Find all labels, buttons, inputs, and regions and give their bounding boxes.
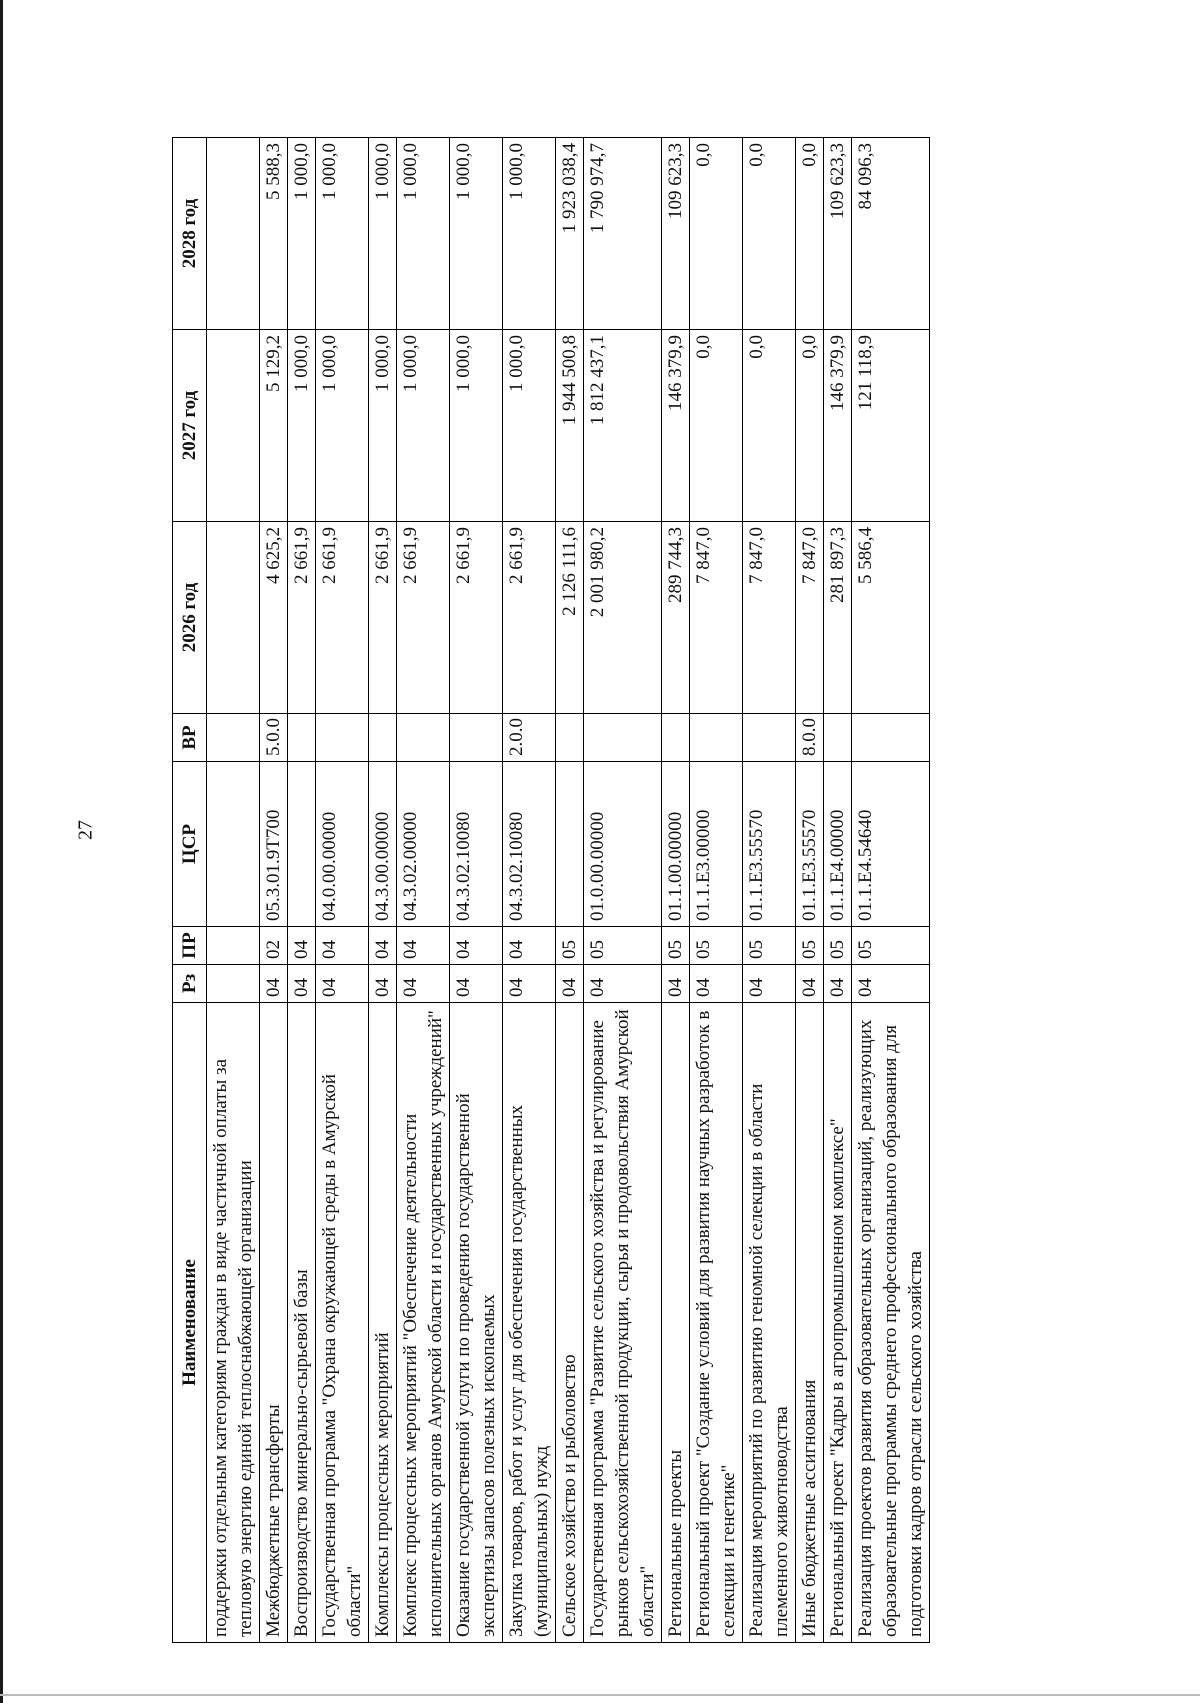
cell-csr — [207, 762, 260, 927]
cell-pr: 05 — [824, 927, 852, 965]
cell-vr: 2.0.0 — [503, 714, 556, 762]
cell-rz: 04 — [260, 965, 288, 1003]
cell-2027: 146 379,9 — [662, 330, 690, 522]
cell-vr — [288, 714, 316, 762]
cell-2027: 1 000,0 — [288, 330, 316, 522]
header-2026: 2026 год — [173, 522, 207, 714]
cell-2026: 281 897,3 — [824, 522, 852, 714]
table-row — [662, 138, 690, 1643]
cell-2028: 0,0 — [743, 138, 796, 330]
cell-csr: 04.3.02.10080 — [450, 762, 503, 927]
cell-2026: 2 661,9 — [288, 522, 316, 714]
cell-name: Реализация проектов развития образовательных организаций, реализующих образовательные программы среднего профессионального образования для подготовки кадров отрасли сельского хозяйства — [852, 1003, 930, 1643]
budget-table — [172, 137, 930, 1643]
cell-2027: 0,0 — [690, 330, 743, 522]
header-2028: 2028 год — [173, 138, 207, 330]
cell-pr: 04 — [397, 927, 450, 965]
cell-2028: 84 096,3 — [852, 138, 930, 330]
cell-2026: 7 847,0 — [690, 522, 743, 714]
scan-edge — [0, 0, 3, 1703]
cell-csr: 01.1.Е3.55570 — [796, 762, 824, 927]
cell-2028: 109 623,3 — [824, 138, 852, 330]
table-row — [260, 138, 288, 1643]
cell-vr — [397, 714, 450, 762]
cell-rz: 04 — [369, 965, 397, 1003]
cell-name: Закупка товаров, работ и услуг для обеспечения государственных (муниципальных) нужд — [503, 1003, 556, 1643]
cell-2026: 7 847,0 — [743, 522, 796, 714]
cell-2026 — [207, 522, 260, 714]
table-row — [316, 138, 369, 1643]
cell-2027: 1 812 437,1 — [584, 330, 662, 522]
cell-rz: 04 — [556, 965, 584, 1003]
table-row — [584, 138, 662, 1643]
cell-2028 — [207, 138, 260, 330]
table-row — [743, 138, 796, 1643]
header-rz: Рз — [173, 965, 207, 1003]
cell-2026: 2 126 111,6 — [556, 522, 584, 714]
cell-rz — [207, 965, 260, 1003]
cell-name: Региональный проект "Создание условий для развития научных разработок в селекции и генетике" — [690, 1003, 743, 1643]
cell-pr: 05 — [796, 927, 824, 965]
cell-name: Комплексы процессных мероприятий — [369, 1003, 397, 1643]
cell-pr: 02 — [260, 927, 288, 965]
cell-2028: 1 000,0 — [450, 138, 503, 330]
table-body — [207, 138, 930, 1643]
cell-2027: 146 379,9 — [824, 330, 852, 522]
cell-2028: 5 588,3 — [260, 138, 288, 330]
cell-rz: 04 — [584, 965, 662, 1003]
cell-name: Оказание государственной услуги по проведению государственной экспертизы запасов полезных ископаемых — [450, 1003, 503, 1643]
cell-rz: 04 — [852, 965, 930, 1003]
cell-pr: 05 — [584, 927, 662, 965]
cell-2027: 1 000,0 — [397, 330, 450, 522]
cell-2028: 1 000,0 — [288, 138, 316, 330]
cell-2027 — [207, 330, 260, 522]
cell-csr: 01.1.Е4.00000 — [824, 762, 852, 927]
cell-csr: 04.3.02.10080 — [503, 762, 556, 927]
cell-csr: 05.3.01.9Т700 — [260, 762, 288, 927]
cell-rz: 04 — [503, 965, 556, 1003]
cell-csr: 04.3.00.00000 — [369, 762, 397, 927]
cell-pr: 04 — [503, 927, 556, 965]
cell-vr — [207, 714, 260, 762]
cell-pr: 05 — [690, 927, 743, 965]
cell-csr: 04.0.00.00000 — [316, 762, 369, 927]
rotated-table-container — [172, 138, 1172, 1643]
cell-name: Государственная программа "Развитие сельского хозяйства и регулирование рынков сельскохозяйственной продукции, сырья и продовольствия Амурской области" — [584, 1003, 662, 1643]
cell-pr: 04 — [369, 927, 397, 965]
cell-2027: 121 118,9 — [852, 330, 930, 522]
cell-2026: 2 661,9 — [503, 522, 556, 714]
table-row — [207, 138, 260, 1643]
cell-name: Комплекс процессных мероприятий "Обеспечение деятельности исполнительных органов Амурской области и государственных учреждений" — [397, 1003, 450, 1643]
cell-2027: 1 944 500,8 — [556, 330, 584, 522]
cell-rz: 04 — [690, 965, 743, 1003]
cell-vr — [852, 714, 930, 762]
cell-2027: 0,0 — [743, 330, 796, 522]
header-csr: ЦСР — [173, 762, 207, 927]
cell-name: поддержки отдельным категориям граждан в виде частичной оплаты за тепловую энергию единой теплоснабжающей организации — [207, 1003, 260, 1643]
cell-2028: 1 923 038,4 — [556, 138, 584, 330]
cell-name: Иные бюджетные ассигнования — [796, 1003, 824, 1643]
cell-rz: 04 — [824, 965, 852, 1003]
cell-2027: 1 000,0 — [450, 330, 503, 522]
cell-csr: 01.0.00.00000 — [584, 762, 662, 927]
cell-2026: 2 001 980,2 — [584, 522, 662, 714]
table-row — [556, 138, 584, 1643]
cell-2027: 1 000,0 — [369, 330, 397, 522]
cell-2026: 2 661,9 — [369, 522, 397, 714]
cell-csr — [556, 762, 584, 927]
cell-pr: 05 — [743, 927, 796, 965]
cell-pr: 05 — [662, 927, 690, 965]
table-row — [852, 138, 930, 1643]
cell-2028: 1 000,0 — [397, 138, 450, 330]
cell-2027: 1 000,0 — [316, 330, 369, 522]
cell-vr — [690, 714, 743, 762]
cell-vr — [316, 714, 369, 762]
cell-csr — [288, 762, 316, 927]
header-name: Наименование — [173, 1003, 207, 1643]
cell-vr — [662, 714, 690, 762]
cell-name: Государственная программа "Охрана окружающей среды в Амурской области" — [316, 1003, 369, 1643]
cell-rz: 04 — [662, 965, 690, 1003]
cell-name: Региональный проект "Кадры в агропромышленном комплексе" — [824, 1003, 852, 1643]
cell-2028: 1 790 974,7 — [584, 138, 662, 330]
cell-2028: 0,0 — [690, 138, 743, 330]
cell-pr — [207, 927, 260, 965]
cell-csr: 01.1.Е3.00000 — [690, 762, 743, 927]
cell-pr: 04 — [450, 927, 503, 965]
cell-2028: 0,0 — [796, 138, 824, 330]
table-row — [450, 138, 503, 1643]
cell-2028: 1 000,0 — [369, 138, 397, 330]
cell-name: Воспроизводство минерально-сырьевой базы — [288, 1003, 316, 1643]
cell-2026: 7 847,0 — [796, 522, 824, 714]
table-row — [503, 138, 556, 1643]
scan-edge-bottom — [0, 1694, 1200, 1696]
cell-name: Сельское хозяйство и рыболовство — [556, 1003, 584, 1643]
cell-vr — [369, 714, 397, 762]
table-row — [690, 138, 743, 1643]
cell-2028: 109 623,3 — [662, 138, 690, 330]
header-pr: ПР — [173, 927, 207, 965]
cell-2026: 289 744,3 — [662, 522, 690, 714]
cell-vr: 8.0.0 — [796, 714, 824, 762]
cell-pr: 04 — [288, 927, 316, 965]
cell-2027: 0,0 — [796, 330, 824, 522]
header-vr: ВР — [173, 714, 207, 762]
cell-rz: 04 — [796, 965, 824, 1003]
cell-name: Реализация мероприятий по развитию геномной селекции в области племенного животноводства — [743, 1003, 796, 1643]
table-row — [824, 138, 852, 1643]
cell-vr — [450, 714, 503, 762]
cell-csr: 01.1.Е4.54640 — [852, 762, 930, 927]
cell-vr: 5.0.0 — [260, 714, 288, 762]
page-number: 27 — [74, 820, 97, 840]
cell-2026: 5 586,4 — [852, 522, 930, 714]
cell-csr: 01.1.00.00000 — [662, 762, 690, 927]
table-row — [397, 138, 450, 1643]
cell-pr: 04 — [316, 927, 369, 965]
cell-2028: 1 000,0 — [503, 138, 556, 330]
cell-vr — [556, 714, 584, 762]
cell-2026: 4 625,2 — [260, 522, 288, 714]
cell-2027: 1 000,0 — [503, 330, 556, 522]
header-2027: 2027 год — [173, 330, 207, 522]
table-row — [288, 138, 316, 1643]
cell-name: Региональные проекты — [662, 1003, 690, 1643]
cell-2026: 2 661,9 — [450, 522, 503, 714]
cell-vr — [743, 714, 796, 762]
cell-csr: 04.3.02.00000 — [397, 762, 450, 927]
cell-vr — [584, 714, 662, 762]
cell-rz: 04 — [450, 965, 503, 1003]
cell-pr: 05 — [852, 927, 930, 965]
cell-rz: 04 — [316, 965, 369, 1003]
cell-vr — [824, 714, 852, 762]
cell-rz: 04 — [397, 965, 450, 1003]
cell-2026: 2 661,9 — [397, 522, 450, 714]
cell-2026: 2 661,9 — [316, 522, 369, 714]
table-row — [369, 138, 397, 1643]
cell-2027: 5 129,2 — [260, 330, 288, 522]
cell-2028: 1 000,0 — [316, 138, 369, 330]
header-row — [173, 138, 207, 1643]
cell-pr: 05 — [556, 927, 584, 965]
cell-csr: 01.1.Е3.55570 — [743, 762, 796, 927]
cell-rz: 04 — [288, 965, 316, 1003]
cell-rz: 04 — [743, 965, 796, 1003]
table-row — [796, 138, 824, 1643]
cell-name: Межбюджетные трансферты — [260, 1003, 288, 1643]
